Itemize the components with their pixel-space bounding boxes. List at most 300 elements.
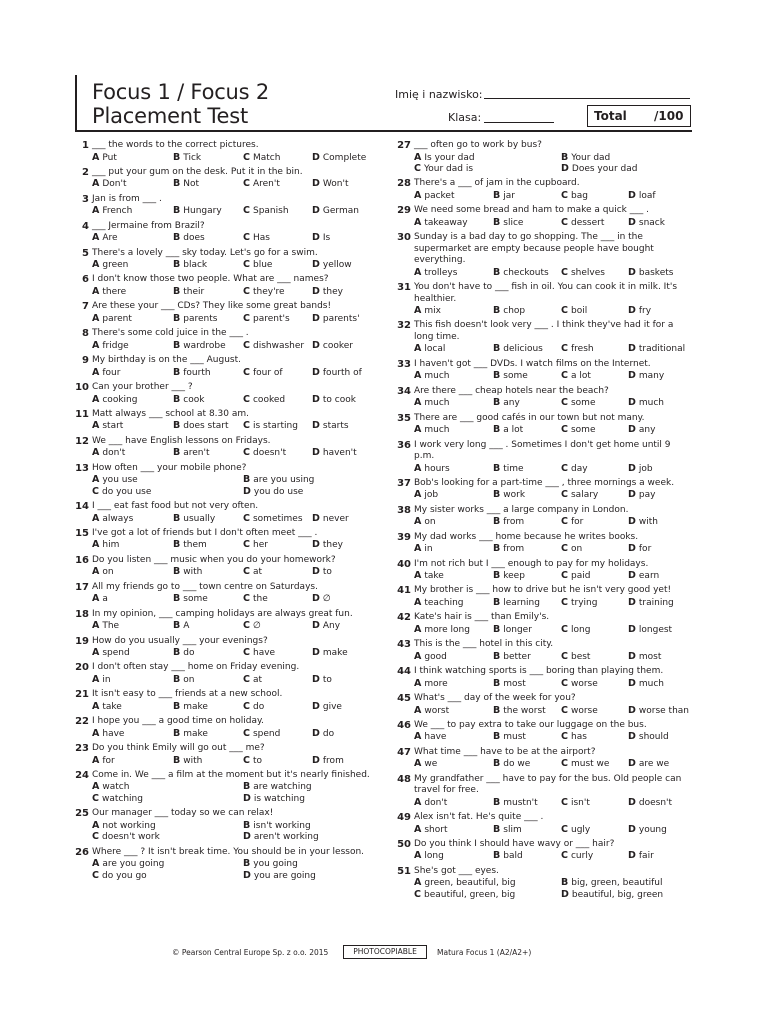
answer-option-b[interactable] <box>173 394 204 407</box>
answer-option-a[interactable] <box>92 420 123 433</box>
question-27 <box>397 140 696 175</box>
answer-option-d[interactable] <box>628 705 689 718</box>
answer-option-c[interactable] <box>561 190 588 203</box>
answer-option-b[interactable] <box>493 624 532 637</box>
option-letter: C <box>243 727 250 739</box>
answer-option-d[interactable] <box>312 205 359 218</box>
option-text: from <box>503 544 525 555</box>
answer-option-c[interactable] <box>243 259 272 272</box>
option-text: most <box>503 678 526 689</box>
option-text: Is <box>322 233 331 244</box>
answer-option-a[interactable] <box>414 758 437 771</box>
answer-option-d[interactable] <box>312 152 366 165</box>
answer-option-d[interactable] <box>628 758 669 771</box>
answer-option-b[interactable] <box>173 620 189 633</box>
option-text: you going <box>253 859 298 870</box>
answer-option-b[interactable] <box>493 343 543 356</box>
question-24 <box>75 769 382 805</box>
question-33 <box>397 358 696 382</box>
answer-option-c[interactable] <box>243 566 262 579</box>
answer-option-a[interactable] <box>92 755 115 768</box>
answer-option-b[interactable] <box>493 424 523 437</box>
option-letter: B <box>173 178 181 190</box>
answer-option-b[interactable] <box>173 513 215 526</box>
option-letter: A <box>92 178 100 190</box>
answer-option-b[interactable] <box>493 824 522 837</box>
answer-option-a[interactable] <box>92 152 117 165</box>
answer-option-d[interactable] <box>628 824 667 837</box>
answer-option-a[interactable] <box>414 824 448 837</box>
answer-option-c[interactable] <box>243 367 283 380</box>
answer-option-b[interactable] <box>173 674 194 687</box>
answer-option-c[interactable] <box>243 674 262 687</box>
answer-option-d[interactable] <box>243 831 319 844</box>
answer-option-b[interactable] <box>493 489 525 502</box>
answer-option-b[interactable] <box>173 701 208 714</box>
answer-option-b[interactable] <box>493 797 538 810</box>
answer-option-c[interactable] <box>243 728 280 741</box>
question-51 <box>397 865 696 901</box>
option-text: green, beautiful, big <box>424 878 516 889</box>
answer-option-b[interactable] <box>493 678 526 691</box>
answer-option-c[interactable] <box>561 267 605 280</box>
option-text: aren't <box>183 448 210 459</box>
answer-option-b[interactable] <box>173 647 194 660</box>
question-stem: ___ Jermaine from Brazil? <box>92 220 205 231</box>
answer-option-d[interactable] <box>628 190 656 203</box>
question-31 <box>397 282 696 317</box>
option-text: is starting <box>252 421 298 432</box>
answer-option-c[interactable] <box>243 593 268 606</box>
answer-option-a[interactable] <box>414 267 457 280</box>
answer-option-a[interactable] <box>92 593 108 606</box>
answer-option-c[interactable] <box>414 163 473 176</box>
question-7 <box>82 301 382 324</box>
option-letter: B <box>493 823 501 835</box>
option-text: traditional <box>638 344 686 355</box>
option-letter: D <box>243 792 251 804</box>
answer-option-a[interactable] <box>414 570 444 583</box>
answer-option-a[interactable] <box>92 620 119 633</box>
answer-option-d[interactable] <box>628 343 685 356</box>
option-letter: B <box>173 647 181 659</box>
option-text: good <box>424 651 447 662</box>
answer-option-c[interactable] <box>561 678 598 691</box>
answer-option-d[interactable] <box>628 543 651 556</box>
answer-option-b[interactable] <box>493 570 525 583</box>
answer-option-a[interactable] <box>414 190 455 203</box>
answer-option-a[interactable] <box>92 447 125 460</box>
answer-option-c[interactable] <box>243 701 264 714</box>
answer-option-a[interactable] <box>92 232 118 245</box>
answer-option-b[interactable] <box>173 755 202 768</box>
answer-option-c[interactable] <box>561 824 590 837</box>
option-text: on <box>570 544 583 555</box>
answer-option-a[interactable] <box>414 424 449 437</box>
option-text: parent's <box>252 313 290 324</box>
answer-option-c[interactable] <box>561 305 587 318</box>
option-letter: D <box>312 700 320 712</box>
option-text: wardrobe <box>183 340 226 351</box>
option-text: are you going <box>102 859 165 870</box>
answer-option-c[interactable] <box>561 424 595 437</box>
answer-option-c[interactable] <box>561 651 590 664</box>
answer-option-c[interactable] <box>561 217 604 230</box>
answer-option-a[interactable] <box>92 259 128 272</box>
answer-option-d[interactable] <box>628 731 669 744</box>
option-text: The <box>102 621 120 632</box>
answer-option-a[interactable] <box>92 701 122 714</box>
answer-option-a[interactable] <box>414 489 438 502</box>
option-letter: B <box>493 189 501 201</box>
answer-option-a[interactable] <box>414 597 464 610</box>
answer-option-d[interactable] <box>312 701 342 714</box>
answer-option-c[interactable] <box>561 343 594 356</box>
question-stem: ___ often go to work by bus? <box>414 140 542 150</box>
option-text: the worst <box>503 705 546 716</box>
answer-option-d[interactable] <box>312 539 343 552</box>
question-stem: My grandfather ___ have to pay for the bus. Old people can travel for free. <box>414 773 682 796</box>
answer-option-c[interactable] <box>243 513 303 526</box>
option-letter: A <box>92 366 100 378</box>
answer-options <box>414 190 696 202</box>
answer-option-c[interactable] <box>561 758 609 771</box>
question-stem: All my friends go to ___ town centre on Saturdays. <box>92 581 318 592</box>
answer-option-d[interactable] <box>312 593 331 606</box>
answer-option-a[interactable] <box>414 343 445 356</box>
answer-option-b[interactable] <box>173 340 226 353</box>
answer-option-a[interactable] <box>414 624 470 637</box>
answer-option-d[interactable] <box>628 570 659 583</box>
answer-option-b[interactable] <box>173 566 202 579</box>
answer-options <box>92 647 382 659</box>
title-line-2: Placement Test <box>92 104 248 128</box>
answer-option-a[interactable] <box>414 850 444 863</box>
answer-option-d[interactable] <box>561 889 663 902</box>
answer-option-c[interactable] <box>243 620 261 633</box>
answer-option-b[interactable] <box>173 420 229 433</box>
answer-option-a[interactable] <box>92 513 133 526</box>
answer-option-c[interactable] <box>243 394 285 407</box>
answer-option-b[interactable] <box>173 259 207 272</box>
answer-option-d[interactable] <box>628 678 664 691</box>
answer-option-d[interactable] <box>628 850 654 863</box>
answer-option-a[interactable] <box>92 674 111 687</box>
answer-option-c[interactable] <box>414 889 515 902</box>
total-box[interactable] <box>587 105 691 127</box>
question-stem: There's some cold juice in the ___ . <box>92 328 249 339</box>
answer-option-a[interactable] <box>414 370 449 383</box>
answer-option-a[interactable] <box>414 678 448 691</box>
answer-option-a[interactable] <box>92 367 120 380</box>
answer-option-d[interactable] <box>243 870 316 883</box>
option-letter: C <box>243 312 250 324</box>
option-text: to <box>252 755 263 766</box>
answer-option-d[interactable] <box>628 797 672 810</box>
option-letter: D <box>312 727 320 739</box>
option-letter: A <box>92 539 100 551</box>
answer-option-d[interactable] <box>628 597 674 610</box>
answer-option-c[interactable] <box>243 152 280 165</box>
question-28 <box>397 178 696 201</box>
question-stem: Do you think Emily will go out ___ me? <box>92 743 265 754</box>
answer-option-a[interactable] <box>414 217 468 230</box>
answer-option-b[interactable] <box>493 543 524 556</box>
option-letter: A <box>414 370 422 382</box>
answer-option-c[interactable] <box>561 624 590 637</box>
answer-option-d[interactable] <box>628 424 655 437</box>
answer-option-a[interactable] <box>414 705 449 718</box>
answer-option-b[interactable] <box>493 305 525 318</box>
answer-option-a[interactable] <box>92 728 124 741</box>
answer-option-c[interactable] <box>561 370 591 383</box>
answer-option-b[interactable] <box>493 651 531 664</box>
answer-option-d[interactable] <box>628 516 658 529</box>
question-18 <box>75 608 382 632</box>
option-letter: B <box>493 570 501 582</box>
answer-option-d[interactable] <box>312 367 362 380</box>
answer-option-d[interactable] <box>628 624 672 637</box>
answer-option-c[interactable] <box>243 313 290 326</box>
answer-option-c[interactable] <box>561 597 597 610</box>
class-field[interactable] <box>484 110 554 123</box>
option-text: to cook <box>322 394 356 405</box>
page-title <box>92 80 269 128</box>
answer-option-d[interactable] <box>628 370 664 383</box>
option-letter: D <box>628 596 636 608</box>
answer-option-d[interactable] <box>312 566 332 579</box>
answer-option-a[interactable] <box>414 305 441 318</box>
answer-option-d[interactable] <box>312 286 343 299</box>
answer-option-b[interactable] <box>493 370 528 383</box>
answer-option-c[interactable] <box>561 516 583 529</box>
answer-option-c[interactable] <box>561 850 593 863</box>
question-number: 13 <box>75 462 89 474</box>
option-letter: C <box>561 343 568 355</box>
option-letter: D <box>312 366 320 378</box>
answer-option-d[interactable] <box>312 340 353 353</box>
answer-options <box>414 152 696 164</box>
answer-option-c[interactable] <box>243 755 262 768</box>
option-text: some <box>183 594 208 605</box>
option-text: many <box>638 371 665 382</box>
answer-option-c[interactable] <box>243 420 298 433</box>
option-letter: A <box>414 850 422 862</box>
answer-option-d[interactable] <box>312 259 352 272</box>
answer-options <box>414 370 696 382</box>
answer-option-b[interactable] <box>173 286 204 299</box>
option-text: isn't working <box>253 820 311 831</box>
answer-option-b[interactable] <box>493 850 523 863</box>
answer-option-b[interactable] <box>493 190 515 203</box>
option-text: bald <box>503 851 523 862</box>
answer-option-c[interactable] <box>243 205 289 218</box>
answer-option-a[interactable] <box>92 394 137 407</box>
option-text: delicious <box>503 344 543 355</box>
answer-option-d[interactable] <box>312 674 332 687</box>
questions-column-left <box>75 140 382 885</box>
option-text: Not <box>183 179 200 190</box>
answer-option-d[interactable] <box>243 793 305 806</box>
answer-option-a[interactable] <box>92 313 132 326</box>
option-letter: D <box>628 462 636 474</box>
answer-option-c[interactable] <box>243 286 285 299</box>
option-letter: D <box>243 831 251 843</box>
answer-option-b[interactable] <box>493 267 549 280</box>
answer-option-d[interactable] <box>312 620 340 633</box>
answer-option-b[interactable] <box>493 397 520 410</box>
answer-option-d[interactable] <box>628 489 655 502</box>
answer-option-d[interactable] <box>628 651 661 664</box>
answer-option-d[interactable] <box>628 267 673 280</box>
answer-option-b[interactable] <box>173 447 210 460</box>
answer-option-a[interactable] <box>92 286 126 299</box>
answer-option-d[interactable] <box>561 163 637 176</box>
option-text: German <box>322 206 359 217</box>
option-letter: B <box>243 858 251 870</box>
answer-option-b[interactable] <box>493 463 524 476</box>
option-text: the <box>252 594 268 605</box>
answer-option-b[interactable] <box>493 516 524 529</box>
answer-option-a[interactable] <box>414 797 447 810</box>
question-34 <box>397 385 696 409</box>
question-2 <box>82 166 382 190</box>
answer-option-a[interactable] <box>414 463 450 476</box>
option-letter: B <box>493 677 501 689</box>
answer-option-a[interactable] <box>92 566 114 579</box>
answer-option-d[interactable] <box>628 397 664 410</box>
copyright: © Pearson Central Europe Sp. z o.o. 2015 <box>172 948 329 957</box>
answer-option-d[interactable] <box>628 305 651 318</box>
option-letter: D <box>312 393 320 405</box>
option-letter: C <box>243 593 250 605</box>
answer-option-c[interactable] <box>561 543 582 556</box>
answer-option-a[interactable] <box>414 516 436 529</box>
name-field[interactable] <box>484 87 690 99</box>
answer-option-a[interactable] <box>92 647 130 660</box>
answer-option-b[interactable] <box>493 705 546 718</box>
answer-option-a[interactable] <box>92 178 127 191</box>
option-text: their <box>183 286 205 297</box>
answer-options <box>414 731 696 743</box>
answer-option-c[interactable] <box>243 647 275 660</box>
answer-option-a[interactable] <box>414 731 446 744</box>
answer-option-d[interactable] <box>312 232 330 245</box>
answer-option-b[interactable] <box>173 593 208 606</box>
answer-option-a[interactable] <box>414 651 447 664</box>
answer-option-d[interactable] <box>312 420 349 433</box>
answer-option-a[interactable] <box>92 340 129 353</box>
answer-options <box>414 217 696 229</box>
option-text: training <box>638 597 674 608</box>
answer-option-c[interactable] <box>92 870 147 883</box>
answer-option-c[interactable] <box>243 539 268 552</box>
answer-option-b[interactable] <box>493 758 530 771</box>
answer-option-d[interactable] <box>243 486 303 499</box>
answer-option-b[interactable] <box>493 731 526 744</box>
option-letter: B <box>493 305 501 317</box>
question-49 <box>397 812 696 835</box>
answer-option-d[interactable] <box>628 217 665 230</box>
answer-option-b[interactable] <box>173 178 199 191</box>
answer-option-d[interactable] <box>312 313 360 326</box>
answer-option-d[interactable] <box>628 463 653 476</box>
option-letter: D <box>312 647 320 659</box>
option-letter: C <box>243 539 250 551</box>
answer-option-c[interactable] <box>92 831 160 844</box>
answer-option-b[interactable] <box>493 597 540 610</box>
answer-options <box>92 367 382 379</box>
option-text: to <box>322 674 332 685</box>
answer-option-d[interactable] <box>312 178 348 191</box>
answer-options <box>414 543 696 555</box>
answer-options <box>92 781 382 793</box>
option-letter: B <box>561 877 569 889</box>
answer-option-b[interactable] <box>173 539 207 552</box>
answer-option-c[interactable] <box>561 570 590 583</box>
answer-option-a[interactable] <box>92 539 119 552</box>
answer-option-c[interactable] <box>243 340 304 353</box>
answer-option-d[interactable] <box>312 513 349 526</box>
answer-option-c[interactable] <box>561 489 598 502</box>
answer-option-b[interactable] <box>173 152 201 165</box>
answer-option-c[interactable] <box>92 793 143 806</box>
question-number: 16 <box>75 554 89 566</box>
answer-option-d[interactable] <box>312 447 357 460</box>
answer-option-d[interactable] <box>312 647 348 660</box>
option-letter: C <box>561 596 568 608</box>
answer-option-c[interactable] <box>561 797 590 810</box>
option-text: time <box>503 463 524 474</box>
answer-option-b[interactable] <box>173 313 217 326</box>
answer-options <box>92 820 382 832</box>
answer-option-b[interactable] <box>173 205 222 218</box>
answer-option-c[interactable] <box>92 486 151 499</box>
answer-option-b[interactable] <box>173 232 205 245</box>
answer-options <box>414 163 696 175</box>
answer-option-d[interactable] <box>312 728 334 741</box>
answer-option-d[interactable] <box>312 755 344 768</box>
answer-option-b[interactable] <box>173 728 208 741</box>
option-text: in <box>102 674 111 685</box>
answer-option-c[interactable] <box>561 463 588 476</box>
answer-option-c[interactable] <box>561 397 595 410</box>
answer-option-c[interactable] <box>243 232 270 245</box>
option-letter: A <box>92 781 100 793</box>
answer-option-c[interactable] <box>243 447 286 460</box>
option-letter: B <box>561 151 569 163</box>
option-text: A <box>183 621 190 632</box>
question-10 <box>75 382 382 405</box>
option-text: Hungary <box>183 206 222 217</box>
answer-option-c[interactable] <box>561 731 587 744</box>
answer-option-b[interactable] <box>173 367 211 380</box>
question-number: 46 <box>397 719 411 731</box>
answer-option-c[interactable] <box>243 178 280 191</box>
answer-option-a[interactable] <box>414 543 433 556</box>
option-text: we <box>424 759 438 770</box>
answer-option-c[interactable] <box>561 705 598 718</box>
question-44 <box>397 666 696 689</box>
answer-option-a[interactable] <box>414 397 449 410</box>
option-text: Your dad is <box>423 164 474 174</box>
answer-option-d[interactable] <box>312 394 356 407</box>
question-stem: Matt always ___ school at 8.30 am. <box>92 408 249 419</box>
answer-option-a[interactable] <box>92 205 132 218</box>
question-stem: Alex isn't fat. He's quite ___ . <box>414 812 544 823</box>
answer-option-b[interactable] <box>493 217 523 230</box>
option-letter: D <box>628 850 636 862</box>
